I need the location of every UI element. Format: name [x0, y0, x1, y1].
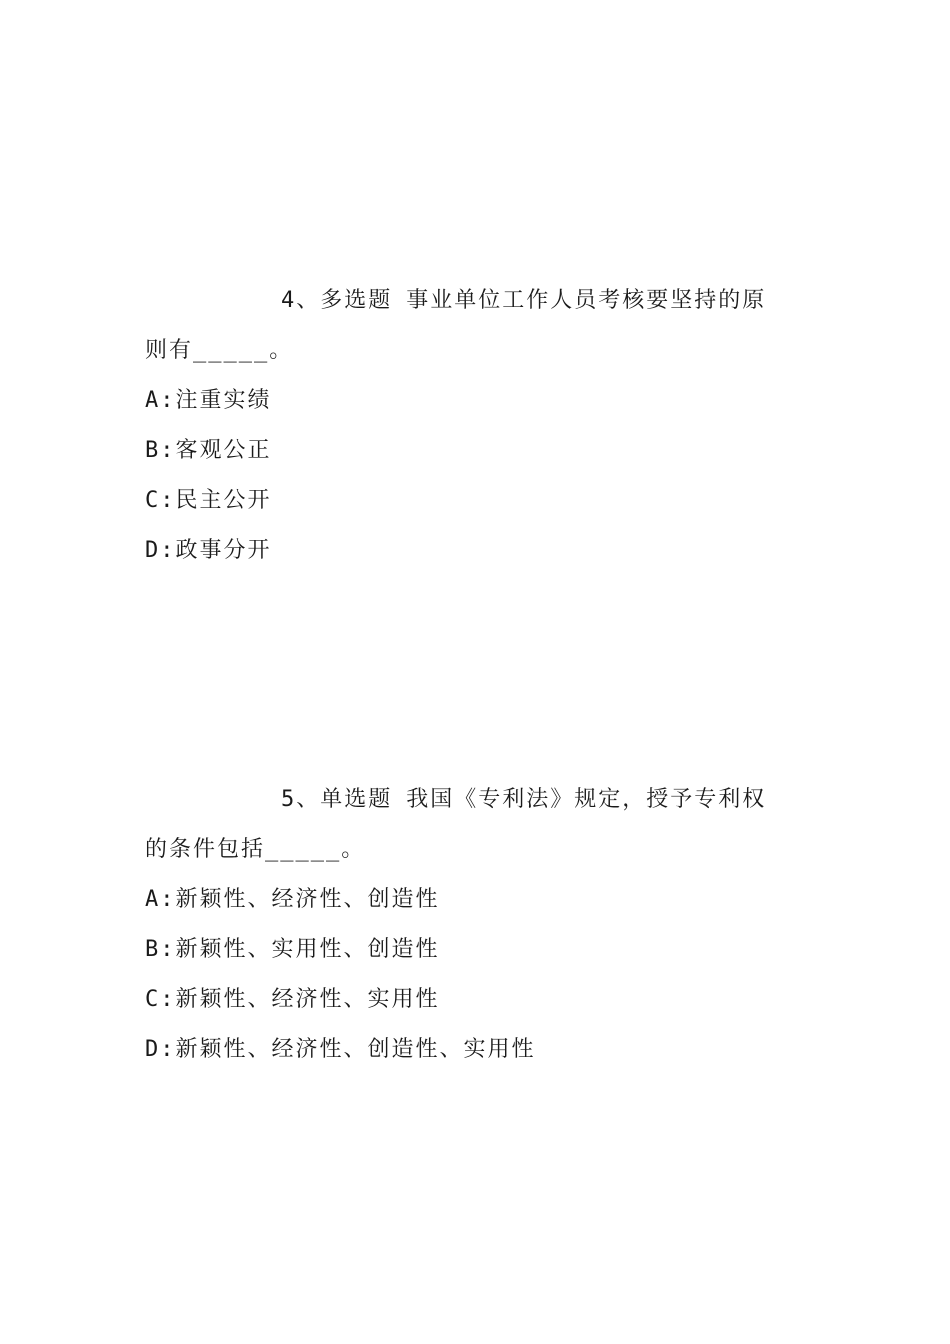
option-letter: A:: [145, 388, 176, 413]
question-stem: [145, 775, 810, 875]
option-letter: C:: [145, 987, 176, 1012]
option-text: 新颖性、经济性、创造性: [175, 887, 440, 912]
option-d: [145, 526, 810, 576]
option-d: [145, 1025, 810, 1075]
option-text: 政事分开: [175, 538, 272, 563]
question-type: 多选题: [320, 288, 393, 313]
option-c: [145, 476, 810, 526]
option-letter: B:: [145, 438, 176, 463]
question-text-line2: 则有_____。: [145, 338, 294, 363]
question-number: 5、: [281, 787, 321, 812]
question-number: 4、: [281, 288, 321, 313]
option-text: 注重实绩: [175, 388, 272, 413]
option-a: [145, 376, 810, 426]
question-4: [145, 276, 810, 576]
question-text-line2: 的条件包括_____。: [145, 837, 366, 862]
question-5: [145, 775, 810, 1075]
option-b: [145, 925, 810, 975]
question-type: 单选题: [320, 787, 393, 812]
option-letter: B:: [145, 937, 176, 962]
option-letter: A:: [145, 887, 176, 912]
option-letter: D:: [145, 1037, 176, 1062]
question-text-line1: 我国《专利法》规定，授予专利权: [406, 787, 767, 812]
option-letter: C:: [145, 488, 176, 513]
option-letter: D:: [145, 538, 176, 563]
question-text-line1: 事业单位工作人员考核要坚持的原: [406, 288, 767, 313]
option-text: 新颖性、经济性、创造性、实用性: [175, 1037, 536, 1062]
option-text: 民主公开: [175, 488, 272, 513]
option-a: [145, 875, 810, 925]
option-c: [145, 975, 810, 1025]
question-stem: [145, 276, 810, 376]
option-b: [145, 426, 810, 476]
option-text: 客观公正: [175, 438, 272, 463]
option-text: 新颖性、实用性、创造性: [175, 937, 440, 962]
option-text: 新颖性、经济性、实用性: [175, 987, 440, 1012]
